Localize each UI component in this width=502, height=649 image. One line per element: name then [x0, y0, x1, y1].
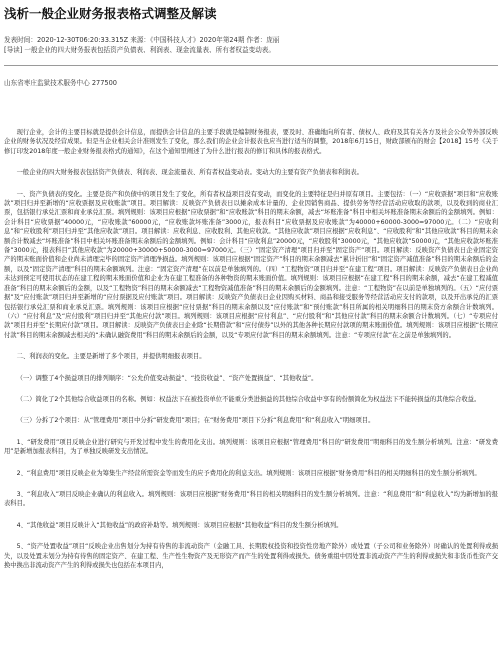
paragraph-overview: 一般企业的四大财务报表包括资产负债表、利润表、现金流量表、所有者权益变动表。变动大的主要有资产负债表和利润表。 [16, 169, 363, 177]
paragraph-asset-disposal: 5、“资产处置收益”项目“反映企业出售划分为持有待售的非流动资产（金融工具、长期股权投资和投资性房地产除外）或处置（子公司和业务除外）时确认的处置利得或损失，以及处置未划分为持有待售的固定资产、在建工程、生产性生物资产及无形资产而产生的处置利得或损失。债务重组中因处置非流动资产产生的利得或损失和非货币性资产交换中换出非流动资产产生的利得或损失也包括在本项目内， [4, 543, 498, 569]
paragraph-other-income: 4、“其他收益”项目反映计入“其他收益”的政府补助等。填列规则：该项目应根据“其他收益”科目的发生额分析填列。 [16, 521, 343, 529]
paragraph-income-item-2: （二）简化了2个其他综合收益项目的名称。例如：权益法下在被投资单位不能重分类进损益的其他综合收益中享有的份额简化为权益法下不能转损益的其他综合收益。 [16, 395, 481, 403]
paragraph-income-statement: 二、利润表的变化。主要是新增了多个项目，并提供明细报表项目。 [16, 353, 206, 361]
paragraph-income-item-3: （三）分拆了2个项目：从“管理费用”项目中分拆“研发费用”项目；在“财务费用”项目下分拆“利息费用”和“利息收入”明细项目。 [16, 417, 375, 425]
article-meta: 发表时间：2020-12-30T06:20:33.315Z 来源：《中国科技人才》2020年第24期 作者：庞丽 [4, 36, 280, 44]
paragraph-rd-expense: 1、“研发费用”项目反映企业进行研究与开发过程中发生的费用化支出。填列规则：该项目应根据“管理费用”科目的“研发费用”明细科目的发生额分析填列。注意：“研发费用”是新增加报表科目，为了单独反映研发支出情况。 [4, 438, 498, 456]
paragraph-interest-income: 3、“利息收入”项目反映企业确认的利息收入。填列规则：该项目应根据“财务费用”科目的相关明细科目的发生额分析填列。注意：“利息费用”和“利息收入”均为新增加的报表科目。 [4, 490, 498, 508]
author-affiliation: 山东省枣庄监狱技术服务中心 277500 [4, 79, 117, 87]
article-body [4, 128, 498, 570]
divider [4, 65, 498, 66]
article-title: 浅析一般企业财务报表格式调整及解读 [4, 6, 217, 21]
paragraph-intro: 现行企业，会计的主要目标就是提供会计信息，而提供会计信息的主要手段就是编制财务报表，要及时、准确地向所有者、债权人、政府及其有关各方及社会公众等外部反映企业的财务状况及经营成果。但是当企业相关会计准则发生了变化，那么我们的企业会计报表也应当进行适当的调整，2018年6月15日，财政部颁布的财会【2018】15号《关于修订印发2018年度一般企业财务报表格式的通知》，在这个通知里阐述了为什么进行报表的修订和具体的报表格式。 [4, 129, 498, 155]
paragraph-balance-sheet: 一、资产负债表的变化。主要是资产和负债中的项目发生了变化，所有者权益项目没有变动，而变化的主要特征是归并原有项目。主要包括：（一）“应收票据”项目和“应收账款”项目归并至新增的“应收票据及应收账款”项目。项目解读：反映资产负债表日以摊余成本计量的、企业因销售商品、提供劳务等经营活动应收取的款项，以及收到的商业汇票，包括银行承兑汇票和商业承兑汇票。填列规则：该项目应根据“应收票据”和“应收账款”科目的期末余额，减去“坏账准备”科目中相关坏账准备期末余额后的金额填列。例如：会计科目“应收票据”40000元，“应收账款”60000元，“应收账款坏账准备”3000元，报表科目“应收票据及应收账款”为40000+60000-3000=97000元。（二）“应收利息”和“应收股利”项目归并至“其他应收款”项目。项目解读：应收利息、应收股利、其他应收款。“其他应收款”项目应根据“应收利息”、“应收股利”和“其他应收款”科目的期末余额合计数减去“坏账准备”科目中相关坏账准备期末余额后的金额填列。例如：会计科目“应收利息”20000元，“应收股利”30000元，“其他应收款”50000元，“其他应收款坏账准备”3000元，报表科目“其他应收款”为20000+30000+50000-3000=97000元。（三）“固定资产清理”项目归并至“固定资产”项目。项目解读：反映资产负债表日企业固定资产的期末账面价值和企业尚未清理完毕的固定资产清理净损益。填列规则：该项目应根据“固定资产”科目的期末余额减去“累计折旧”和“固定资产减值准备”科目的期末余额后的金额，以及“固定资产清理”科目的期末余额填列。注意：“固定资产清理”在以前是单独填列的。（四）“工程物资”项目归并至“在建工程”项目。项目解读：反映资产负债表日企业尚未达到预定可使用状态的在建工程的期末账面价值和企业为在建工程准备的各种物资的期末账面价值。填列规则：该项目应根据“在建工程”科目的期末余额，减去“在建工程减值准备”科目的期末余额后的金额，以及“工程物资”科目的期末余额减去“工程物资减值准备”科目的期末余额后的金额填列。注意：“工程物资”在以前是单独填列的。（五）“应付票据”及“应付账款”项目归并至新增的“应付票据及应付账款”项目。项目解读：反映资产负债表日企业因购买材料、商品和接受服务等经营活动应支付的款项，以及开出承兑的汇票包括银行承兑汇票和商业承兑汇票。填列规则：该项目应根据“应付票据”科目的期末余额以及“应付账款”和“预付账款”科目所属的相关明细科目的期末贷方余额合计数填列。（六）“应付利息”及“应付股利”项目归并至“其他应付款”项目。填列规则：该项目应根据“应付利息”、“应付股利”和“其他应付款”科目的期末余额合计数填列。（七）“专项应付款”项目归并至“长期应付款”项目。项目解读：反映资产负债表日企业除“长期借款”和“应付债券”以外的其他各种长期应付款项的期末账面价值。填列规则：该项目应根据“长期应付款”科目的期末余额减去相关的“未确认融资费用”科目的期末余额后的金额，以及“专项应付款”科目的期末余额填列。注意：“专项应付款”在之前是单独填列的。 [4, 190, 498, 339]
article-summary: [导读] 一般企业的四大财务报表包括资产负债表、利润表、现金流量表、所有者权益变动表。 [4, 46, 275, 54]
paragraph-income-item-1: （一）调整了4个损益项目的排列顺序：“公允价值变动损益”、“投资收益”、“资产处置损益”、“其他收益”。 [16, 374, 318, 382]
paragraph-interest-expense: 2、“利息费用”项目反映企业为筹集生产经营所需资金等而发生的应予费用化的利息支出。填列规则：该项目应根据“财务费用”科目的相关明细科目的发生额分析填列。 [16, 469, 481, 477]
